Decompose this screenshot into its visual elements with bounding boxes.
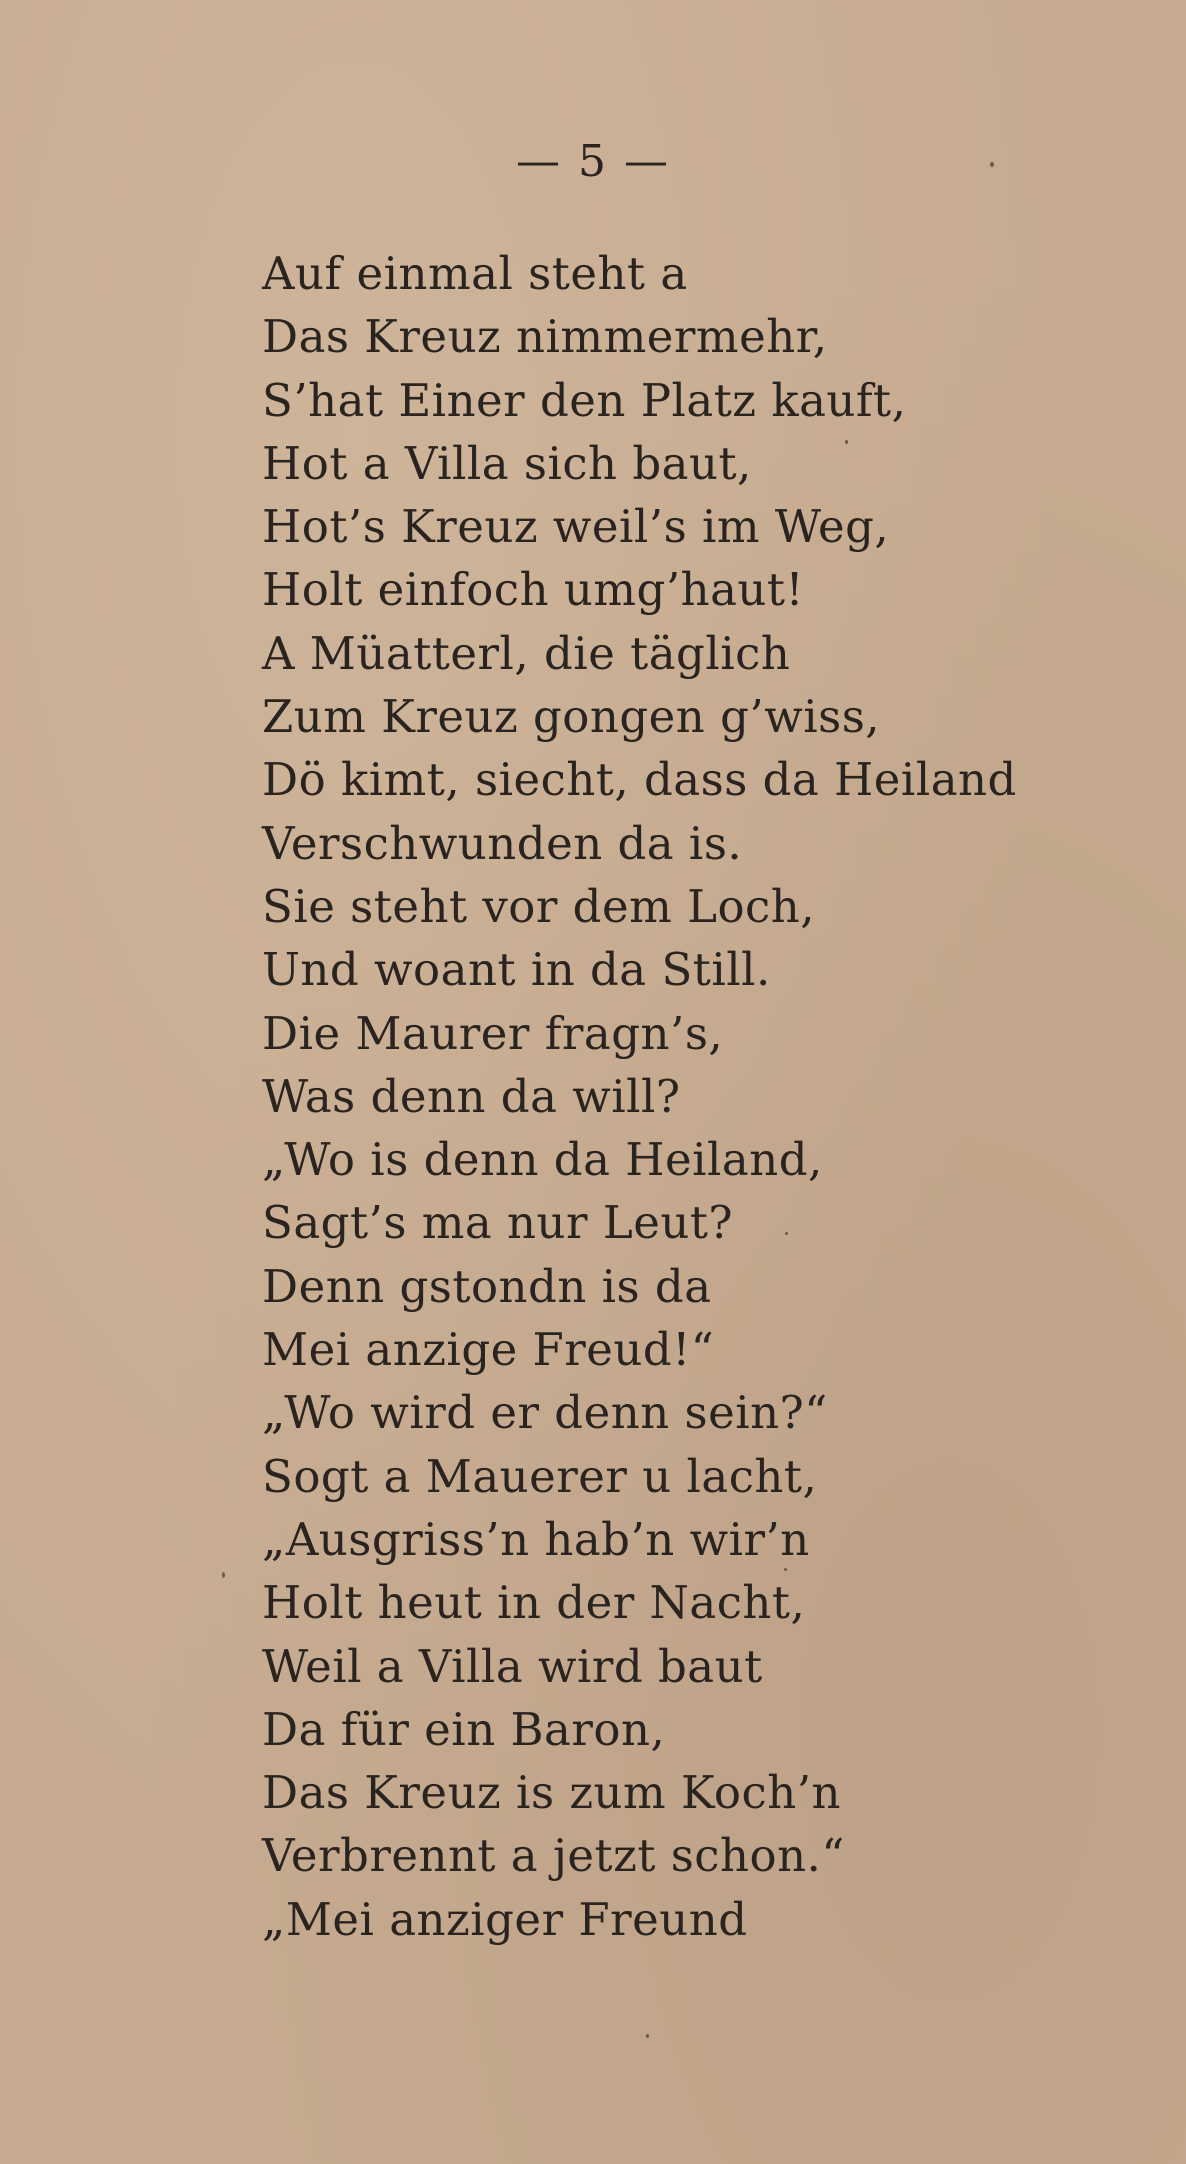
paper-speck — [845, 440, 848, 444]
paper-speck — [990, 162, 994, 167]
poem-line: Verbrennt a jetzt schon.“ — [262, 1829, 845, 1883]
poem-line: Zum Kreuz gongen g’wiss, — [262, 690, 881, 744]
page-number: — 5 — — [516, 136, 670, 187]
poem-line: Was denn da will? — [262, 1069, 681, 1123]
poem-line: Holt heut in der Nacht, — [262, 1576, 806, 1630]
poem-line: Mei anzige Freud!“ — [262, 1323, 715, 1377]
poem-line: Da für ein Baron, — [262, 1702, 666, 1756]
paper-speck — [222, 1572, 225, 1578]
poem-line: A Müatterl, die täglich — [262, 626, 791, 680]
poem-line: „Mei anziger Freund — [262, 1892, 748, 1946]
poem-line: Das Kreuz nimmermehr, — [262, 310, 828, 364]
poem-text — [262, 242, 1017, 1951]
poem-line: Dö kimt, siecht, dass da Heiland — [262, 753, 1017, 807]
poem-line: Sogt a Mauerer u lacht, — [262, 1449, 818, 1503]
paper-speck — [784, 1568, 787, 1571]
poem-line: Das Kreuz is zum Koch’n — [262, 1766, 841, 1820]
poem-line: Denn gstondn is da — [262, 1259, 712, 1313]
poem-line: Und woant in da Still. — [262, 943, 771, 997]
poem-line: Holt einfoch umg’haut! — [262, 563, 805, 617]
paper-speck — [646, 2034, 649, 2038]
poem-line: „Wo wird er denn sein?“ — [262, 1386, 828, 1440]
poem-line: Auf einmal steht a — [262, 247, 688, 300]
poem-line: S’hat Einer den Platz kauft, — [262, 373, 907, 427]
poem-line: Sagt’s ma nur Leut? — [262, 1196, 734, 1250]
poem-line: Hot a Villa sich baut, — [262, 436, 752, 490]
poem-line: Sie steht vor dem Loch, — [262, 879, 816, 933]
poem-line: „Wo is denn da Heiland, — [262, 1133, 823, 1187]
paper-speck — [785, 1232, 788, 1235]
poem-line: Weil a Villa wird baut — [262, 1639, 763, 1693]
poem-line: „Ausgriss’n hab’n wir’n — [262, 1512, 810, 1566]
poem-line: Die Maurer fragn’s, — [262, 1006, 724, 1060]
poem-line: Hot’s Kreuz weil’s im Weg, — [262, 500, 890, 554]
poem-line: Verschwunden da is. — [262, 816, 743, 870]
